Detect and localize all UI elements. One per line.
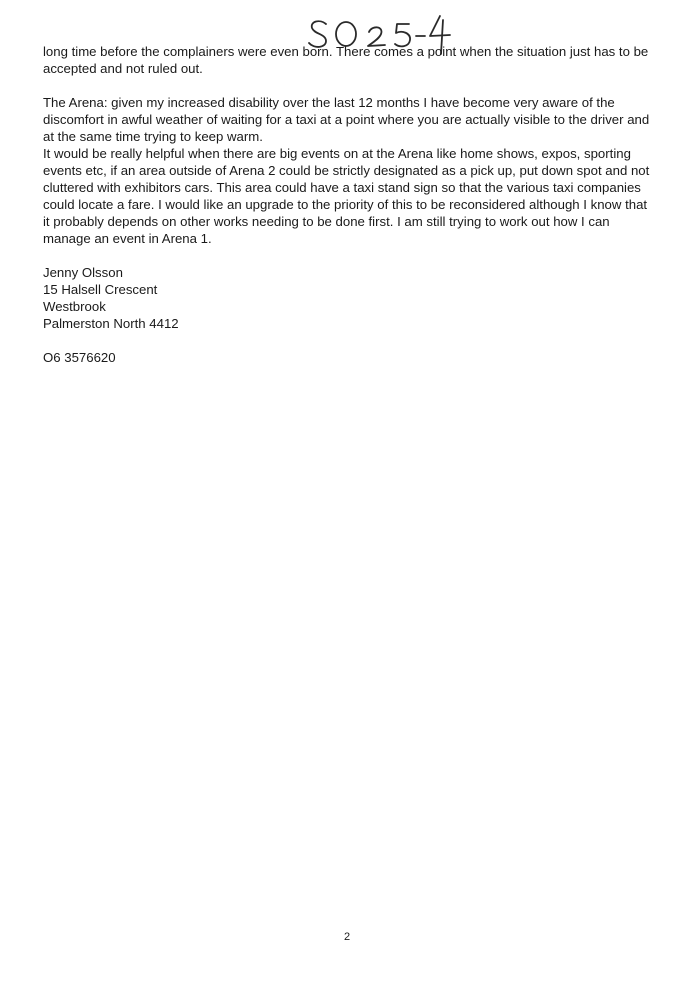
address-street: 15 Halsell Crescent: [43, 282, 158, 297]
text-line: cluttered with exhibitors cars. This area could have a taxi stand sign so that the various taxi companies: [43, 180, 641, 195]
phone-number: O6 3576620: [43, 350, 116, 365]
text-line: manage an event in Arena 1.: [43, 231, 212, 246]
paragraph-1: [43, 43, 658, 77]
text-line: discomfort in awful weather of waiting for a taxi at a point where you are actually visible to the driver and: [43, 112, 650, 127]
text-line: could locate a fare. I would like an upgrade to the priority of this to be reconsidered although I know that: [43, 197, 648, 212]
text-line: accepted and not ruled out.: [43, 61, 203, 76]
paragraph-gap: [43, 77, 658, 94]
paragraph-gap: [43, 247, 658, 264]
signature-block: [43, 264, 658, 332]
paragraph-2: [43, 94, 658, 247]
text-line: it probably depends on other works needing to be done first. I am still trying to work out how I can: [43, 214, 610, 229]
text-line: long time before the complainers were even born. There comes a point when the situation just has to be: [43, 44, 649, 59]
text-line: at the same time trying to keep warm.: [43, 129, 263, 144]
letter-body: [43, 43, 658, 366]
text-line: events etc, if an area outside of Arena 2 could be strictly designated as a pick up, put down spot and not: [43, 163, 650, 178]
paragraph-gap: [43, 332, 658, 349]
phone-block: [43, 349, 658, 366]
page-number: 2: [343, 931, 351, 943]
sender-name: Jenny Olsson: [43, 265, 123, 280]
address-suburb: Westbrook: [43, 299, 106, 314]
text-line: It would be really helpful when there are big events on at the Arena like home shows, expos, sporting: [43, 146, 631, 161]
address-city: Palmerston North 4412: [43, 316, 179, 331]
text-line: The Arena: given my increased disability over the last 12 months I have become very aware of the: [43, 95, 615, 110]
